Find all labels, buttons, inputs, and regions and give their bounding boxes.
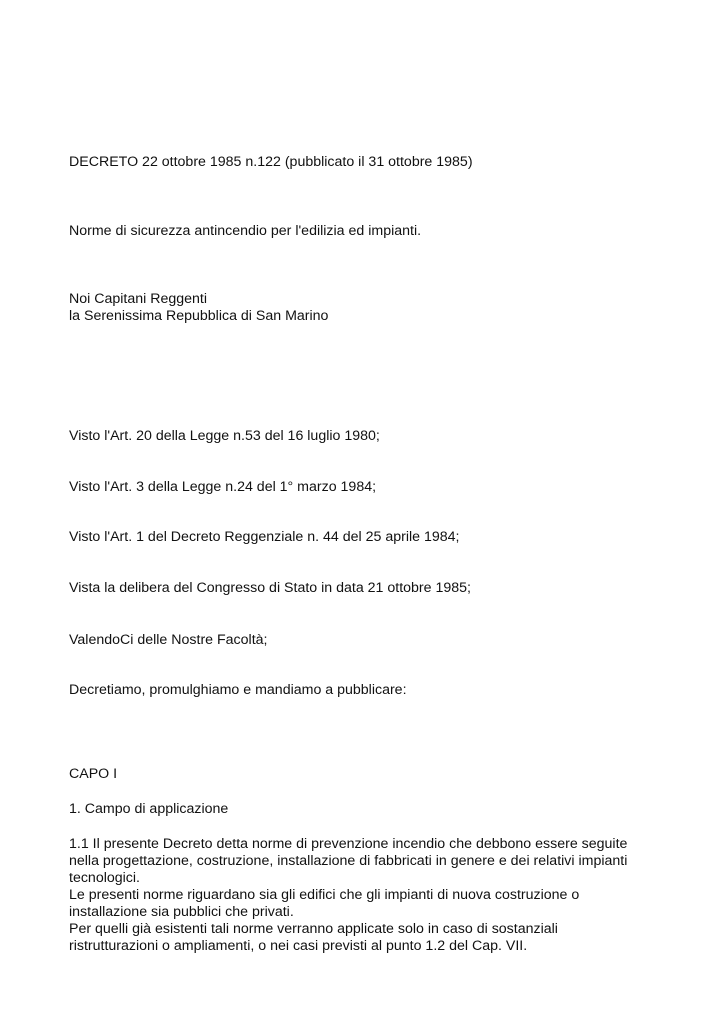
paragraph-line: Per quelli già esistenti tali norme verranno applicate solo in caso di sostanziali [69, 921, 558, 937]
paragraph-line: ristrutturazioni o ampliamenti, o nei casi previsti al punto 1.2 del Cap. VII. [69, 938, 528, 954]
preamble-valendo: ValendoCi delle Nostre Facoltà; [69, 632, 268, 648]
issuers-line: la Serenissima Repubblica di San Marino [69, 308, 329, 324]
decree-title: DECRETO 22 ottobre 1985 n.122 (pubblicato il 31 ottobre 1985) [69, 154, 473, 170]
paragraph-line: tecnologici. [69, 870, 140, 886]
chapter-heading: CAPO I [69, 766, 118, 782]
preamble-visto-1: Visto l'Art. 20 della Legge n.53 del 16 luglio 1980; [69, 428, 380, 444]
section-title: 1. Campo di applicazione [69, 801, 229, 817]
paragraph-line: installazione sia pubblici che privati. [69, 904, 294, 920]
paragraph-line: Le presenti norme riguardano sia gli edifici che gli impianti di nuova costruzione o [69, 887, 580, 903]
paragraph-line: 1.1 Il presente Decreto detta norme di prevenzione incendio che debbono essere seguite [69, 836, 628, 852]
decree-subject: Norme di sicurezza antincendio per l'edilizia ed impianti. [69, 223, 422, 239]
paragraph-line: nella progettazione, costruzione, installazione di fabbricati in genere e dei relativi impianti [69, 853, 628, 869]
issuers-line: Noi Capitani Reggenti [69, 291, 208, 307]
preamble-visto-2: Visto l'Art. 3 della Legge n.24 del 1° marzo 1984; [69, 479, 377, 495]
preamble-decretiamo: Decretiamo, promulghiamo e mandiamo a pubblicare: [69, 682, 407, 698]
section-paragraph [69, 836, 627, 955]
preamble-vista: Vista la delibera del Congresso di Stato in data 21 ottobre 1985; [69, 580, 471, 596]
preamble-visto-3: Visto l'Art. 1 del Decreto Reggenziale n. 44 del 25 aprile 1984; [69, 529, 460, 545]
issuers-block [69, 291, 328, 325]
